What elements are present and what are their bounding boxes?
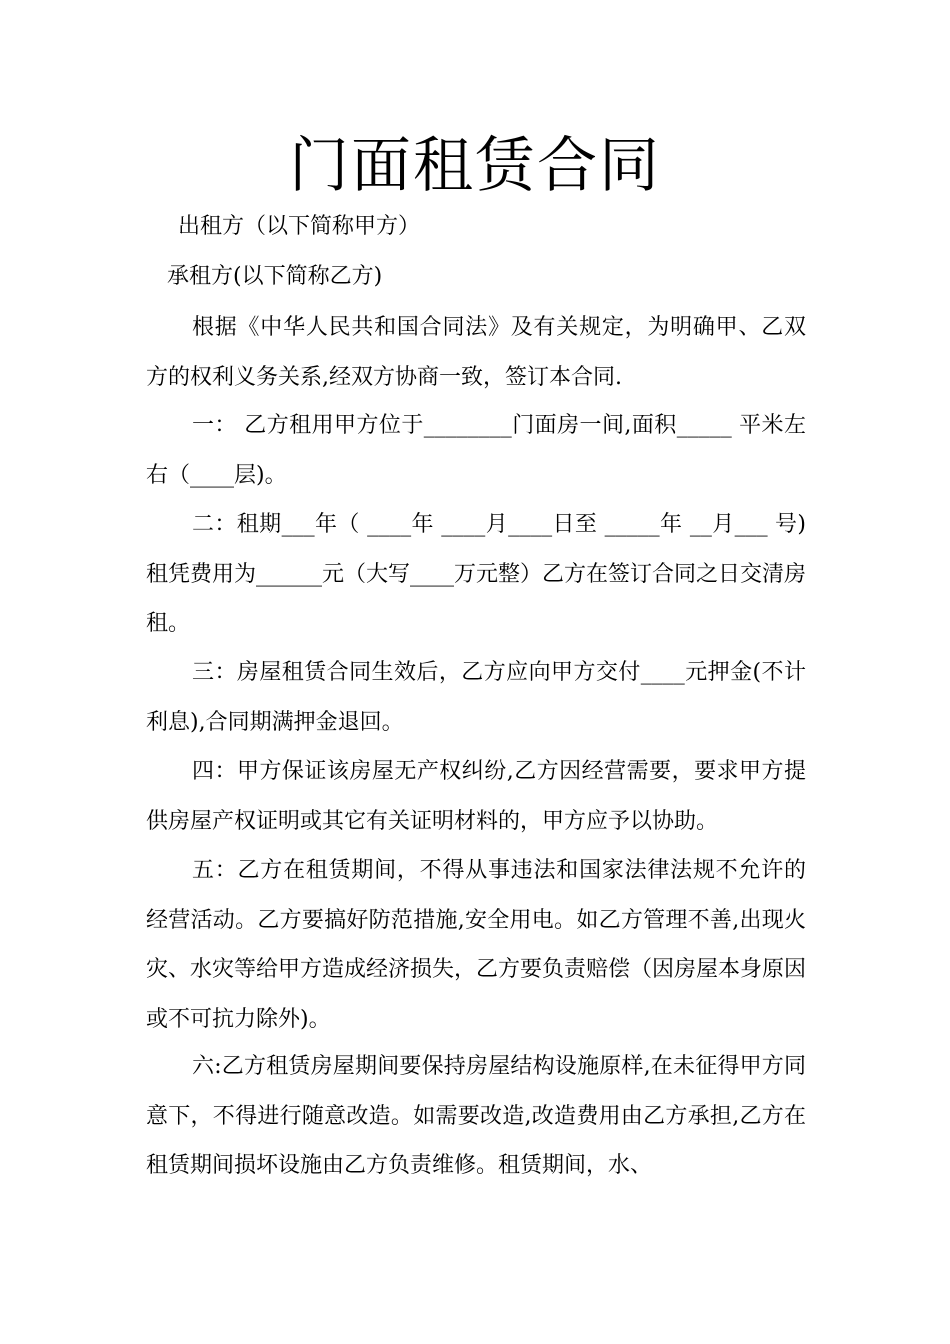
paragraph-clause-5: 五：乙方在租赁期间，不得从事违法和国家法律法规不允许的经营活动。乙方要搞好防范措施,安全用电。如乙方管理不善,出现火灾、水灾等给甲方造成经济损失，乙方要负责赔偿（因房屋本身原因或不可抗力除外)。	[146, 858, 807, 1032]
lessee-line: 承租方(以下简称乙方)	[167, 264, 383, 289]
paragraph-preamble: 根据《中华人民共和国合同法》及有关规定，为明确甲、乙双方的权利义务关系,经双方协商一致，签订本合同.	[146, 315, 806, 390]
paragraph-clause-4: 四：甲方保证该房屋无产权纠纷,乙方因经营需要，要求甲方提供房屋产权证明或其它有关证明材料的，甲方应予以协助。	[146, 759, 806, 834]
document-title: 门面租赁合同	[289, 131, 661, 201]
paragraph-clause-1: 一： 乙方租用甲方位于________门面房一间,面积_____ 平米左右（____层)。	[146, 413, 806, 488]
paragraph-clause-2: 二：租期___年（ ____年 ____月____日至 _____年 __月___ 号)租凭费用为______元（大写____万元整）乙方在签订合同之日交清房租。	[146, 512, 807, 636]
paragraph-clause-3: 三：房屋租赁合同生效后，乙方应向甲方交付____元押金(不计利息),合同期满押金退回。	[146, 660, 806, 735]
lessor-line: 出租方（以下简称甲方）	[178, 214, 421, 239]
paragraph-clause-6: 六:乙方租赁房屋期间要保持房屋结构设施原样,在未征得甲方同意下，不得进行随意改造。如需要改造,改造费用由乙方承担,乙方在租赁期间损坏设施由乙方负责维修。租赁期间，水、	[146, 1054, 806, 1178]
